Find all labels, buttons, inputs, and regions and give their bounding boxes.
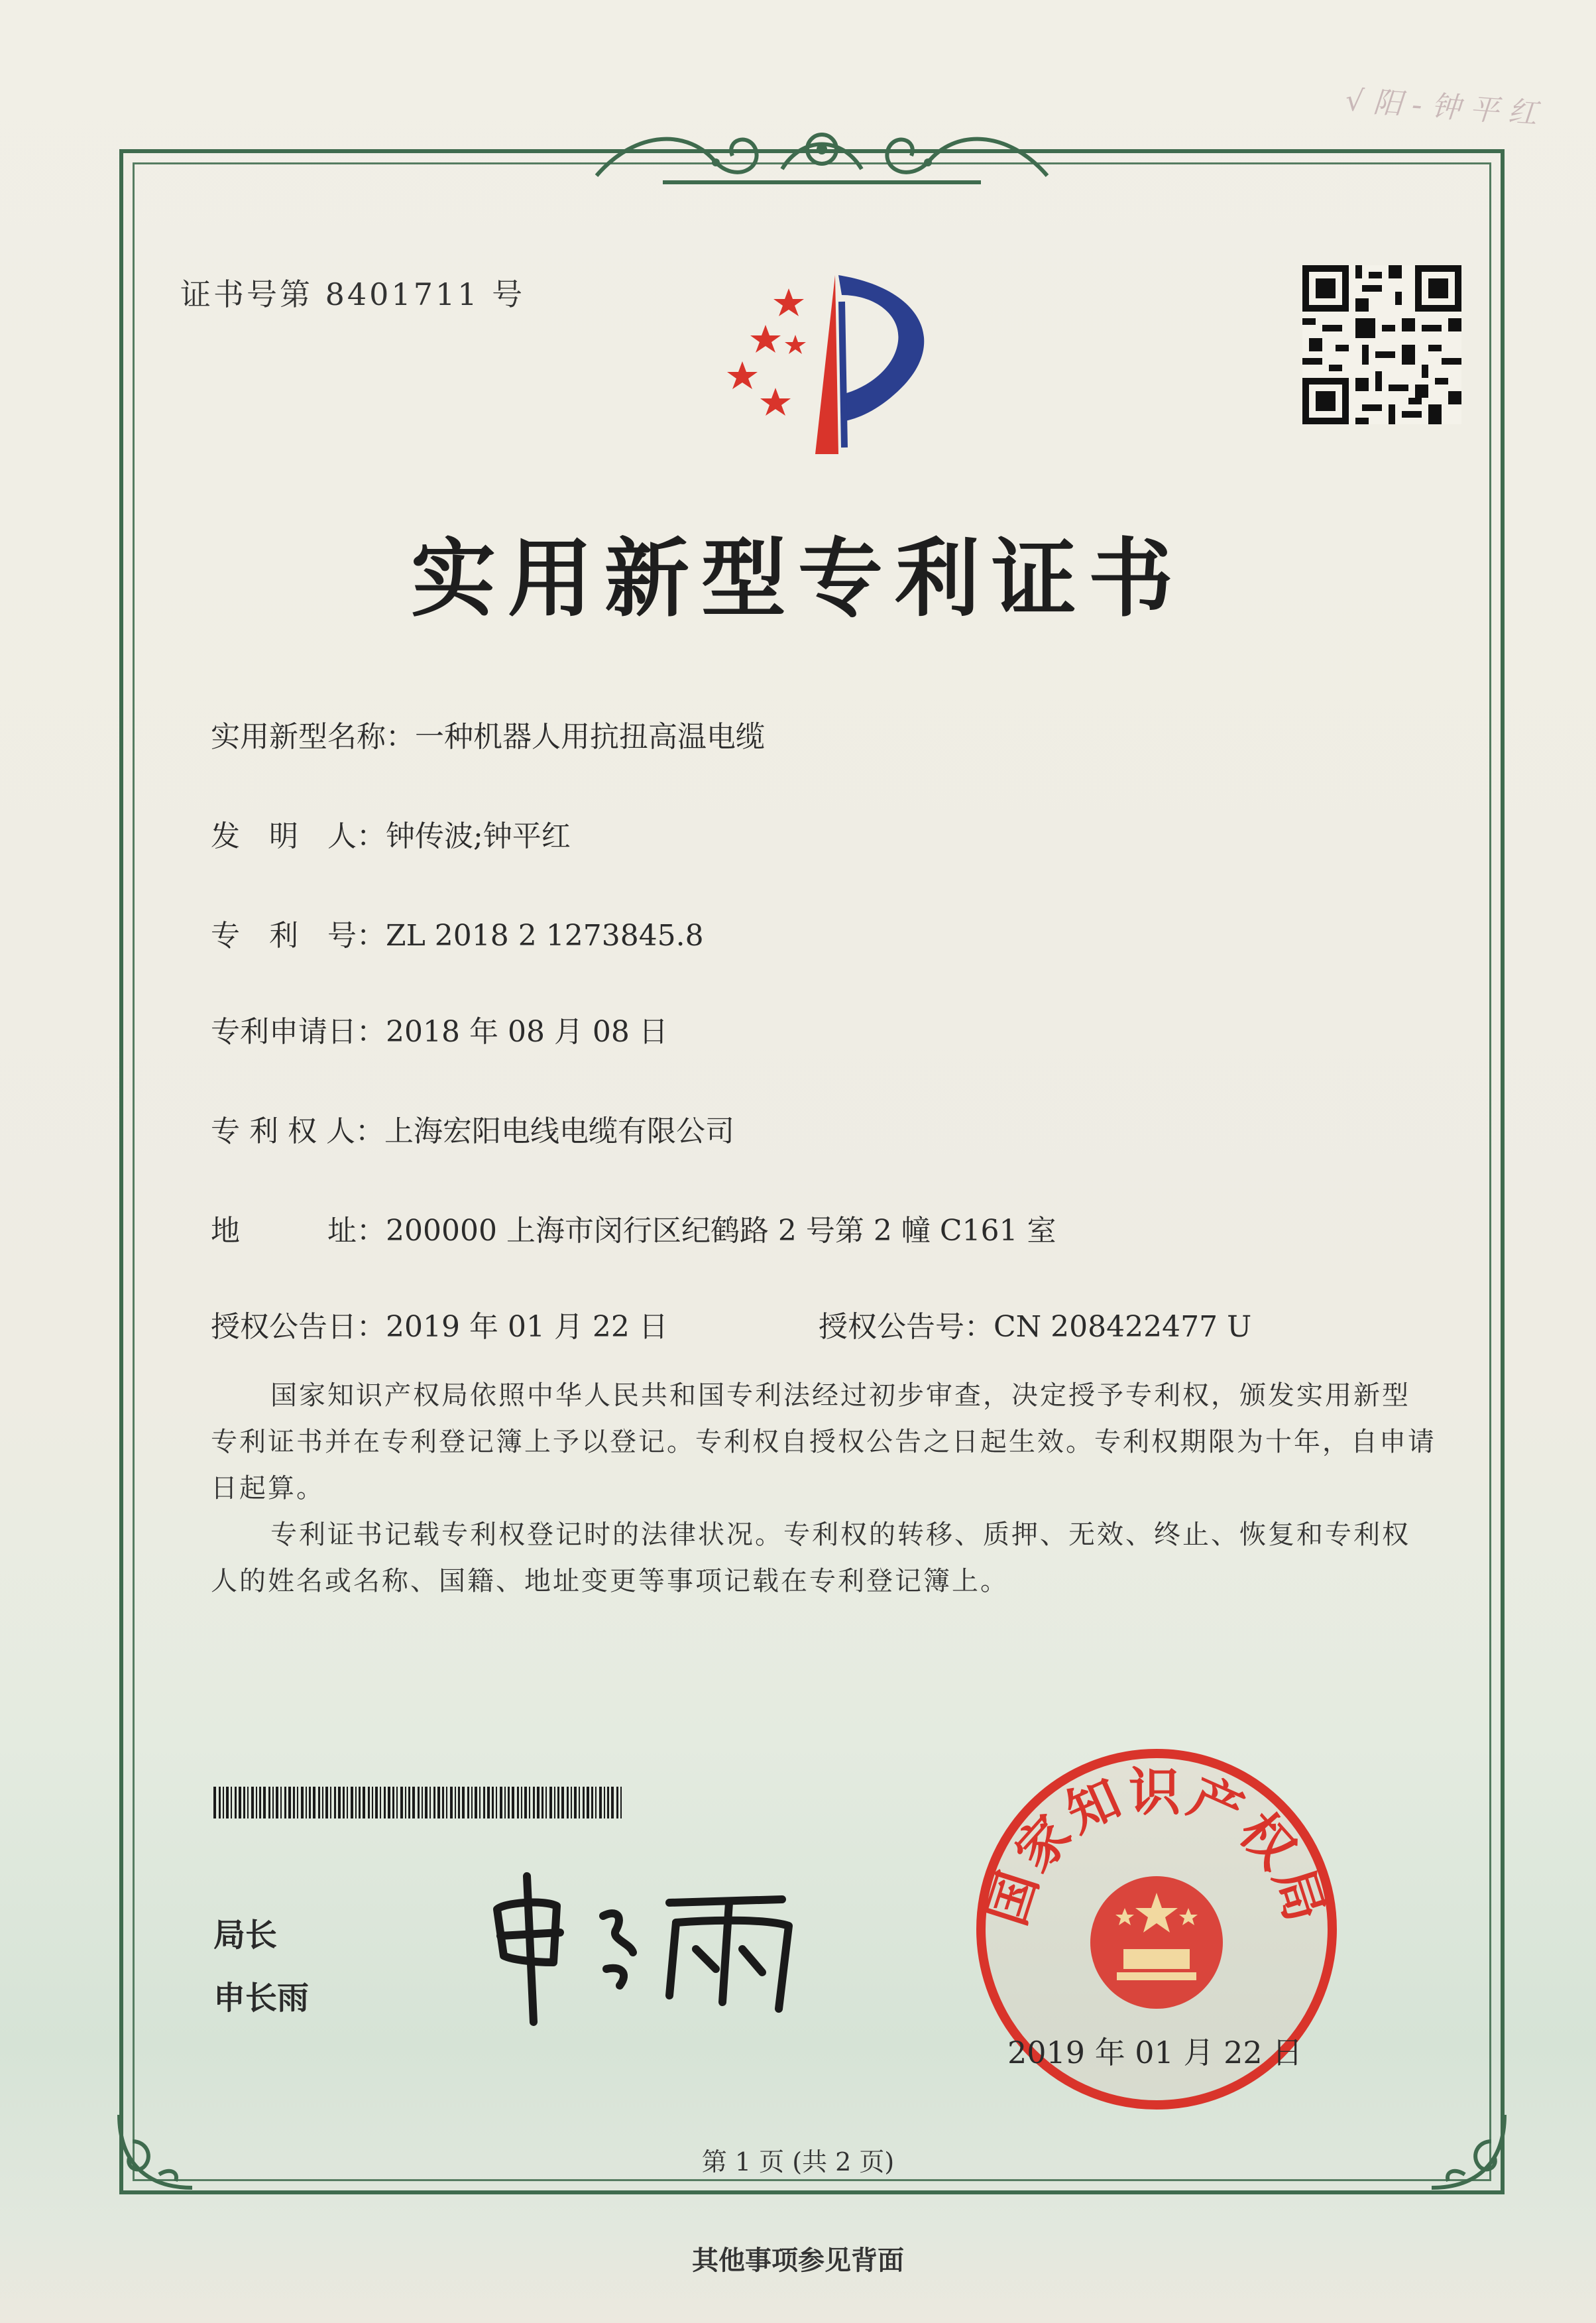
statement-paragraph: 专利证书记载专利权登记时的法律状况。专利权的转移、质押、无效、终止、恢复和专利权人的姓名或名称、国籍、地址变更等事项记载在专利登记簿上。 [211, 1519, 1410, 1596]
seal-date: 2019 年 01 月 22 日 [1007, 2035, 1303, 2070]
field-utility-model-name: 实用新型名称：一种机器人用抗扭高温电缆 [211, 720, 765, 754]
certificate-number: 证书号第 8401711 号 [180, 276, 526, 312]
field-patentee: 专 利 权 人：上海宏阳电线电缆有限公司 [211, 1114, 734, 1148]
handwritten-note: √ 阳 - 钟 平 红 [1344, 83, 1538, 131]
qr-code-icon [1302, 265, 1461, 424]
statement-paragraph: 国家知识产权局依照中华人民共和国专利法经过初步审查，决定授予专利权，颁发实用新型专利证书并在专利登记簿上予以登记。专利权自授权公告之日起生效。专利权期限为十年，自申请日起算。 [211, 1380, 1436, 1504]
field-inventor: 发 明 人：钟传波;钟平红 [211, 819, 571, 853]
cnipa-logo-icon [703, 262, 954, 461]
seal-text: 国家知识产权局 [977, 1762, 1336, 1933]
field-grant-date: 授权公告日：2019 年 01 月 22 日 [211, 1310, 668, 1344]
director-title: 局长 [213, 1917, 278, 1954]
field-address: 地 址：200000 上海市闵行区纪鹤路 2 号第 2 幢 C161 室 [211, 1214, 1056, 1248]
director-name: 申长雨 [213, 1980, 310, 2017]
certificate-title: 实用新型专利证书 [410, 530, 1185, 628]
signature-icon [477, 1863, 835, 2035]
field-grant-number: 授权公告号：CN 208422477 U [819, 1310, 1252, 1344]
top-ornament-icon [583, 109, 1060, 196]
field-patent-number: 专 利 号：ZL 2018 2 1273845.8 [211, 919, 704, 953]
barcode-icon [213, 1787, 624, 1818]
field-application-date: 专利申请日：2018 年 08 月 08 日 [211, 1015, 668, 1049]
page-number: 第 1 页 (共 2 页) [701, 2147, 895, 2176]
footer-note: 其他事项参见背面 [692, 2245, 904, 2276]
